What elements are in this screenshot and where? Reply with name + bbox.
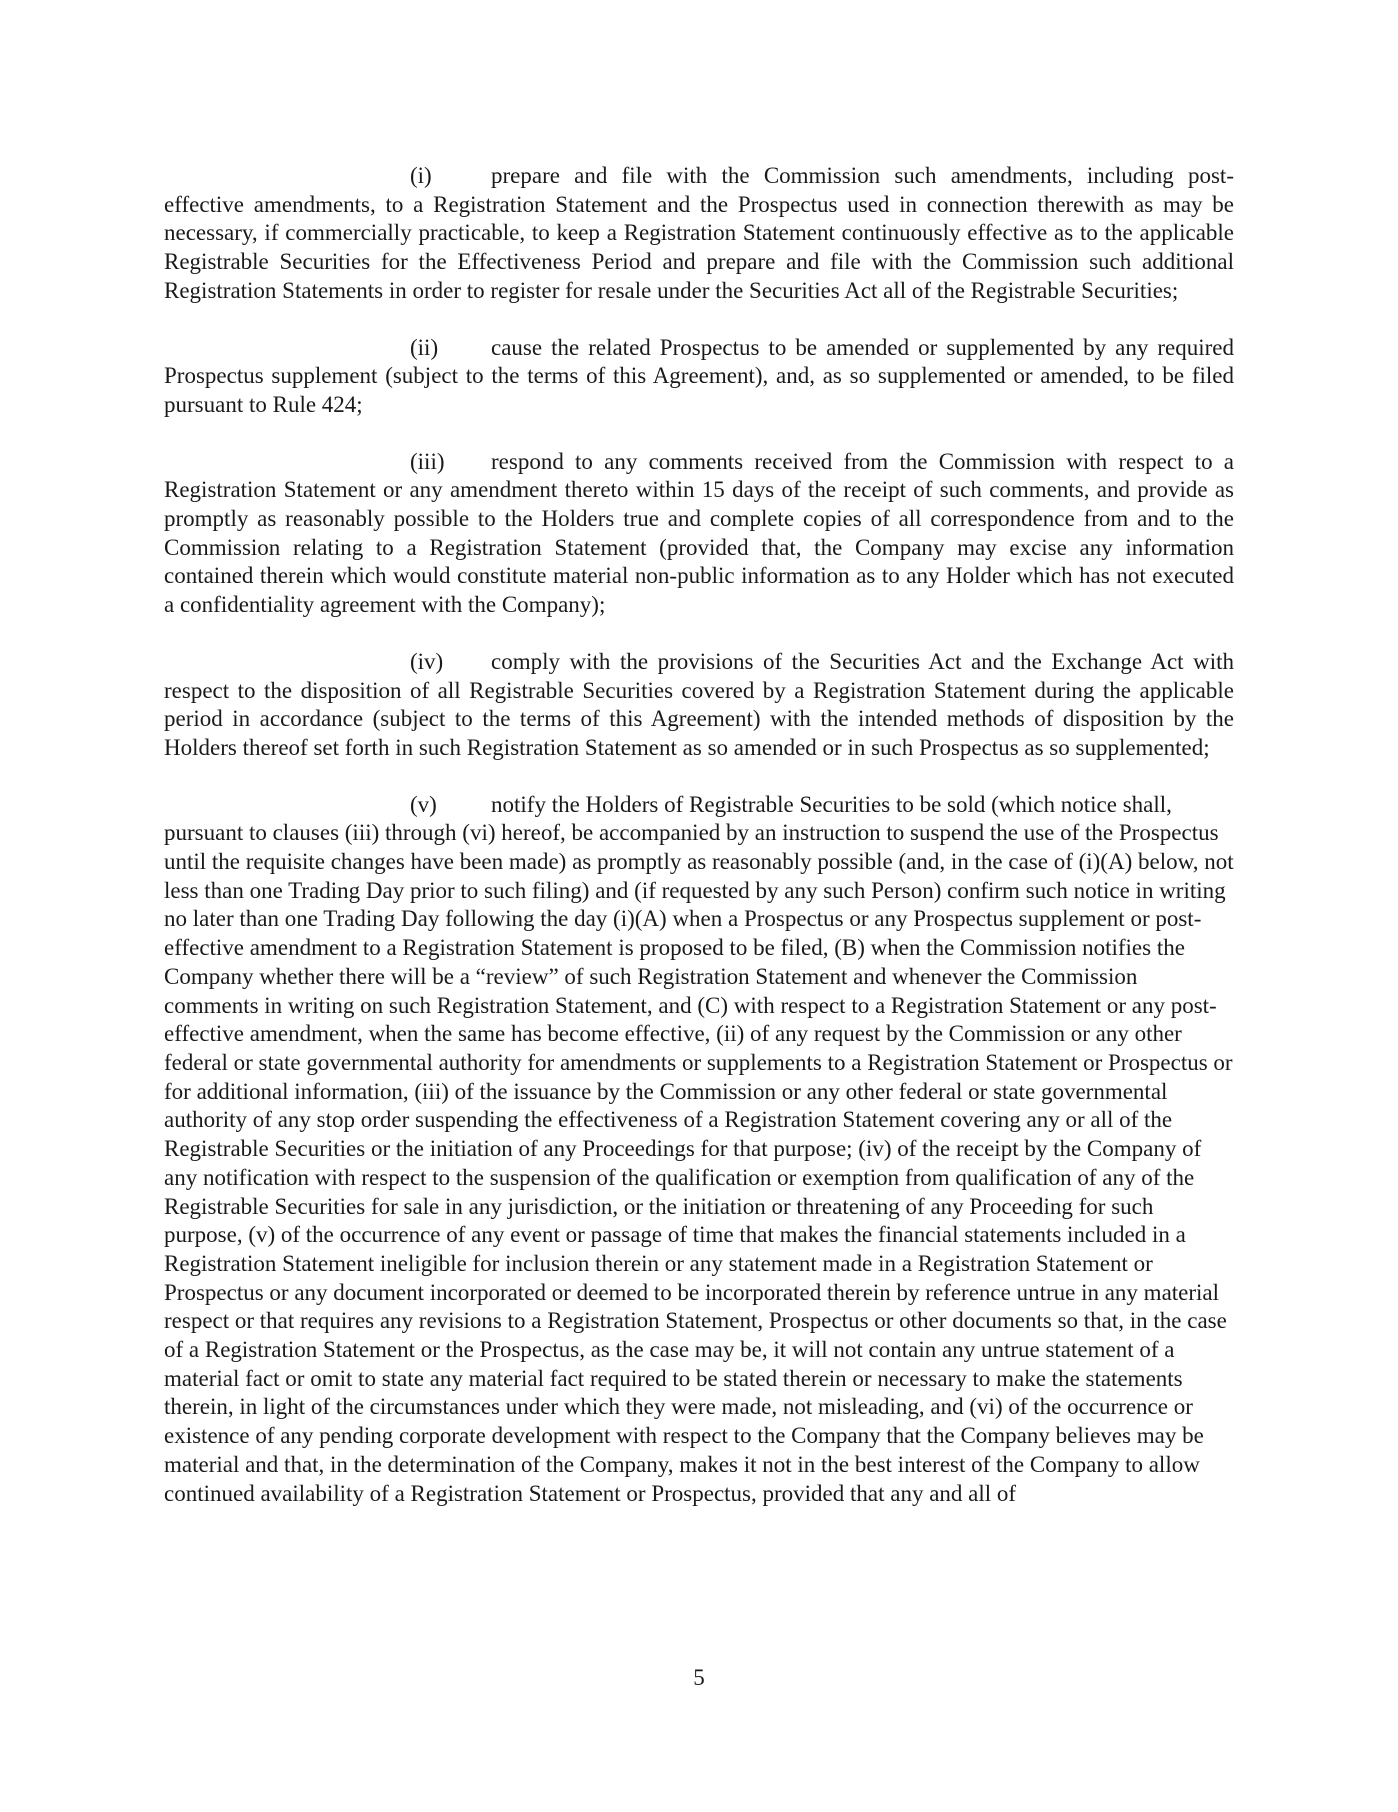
clause-number: (iv): [410, 648, 444, 674]
page-number: 5: [693, 1665, 705, 1690]
clause-text: prepare and file with the Commission such amendments, including post-effective amendments, to a Registration Statement and the Prospectus used in connection therewith as may be necessary, if commercially practicable, to keep a Registration Statement continuously effective as to the applicable Registrable Securities for the Effectiveness Period and prepare and file with the Commission such additional Registration Statements in order to register for resale under the Securities Act all of the Registrable Securities;: [164, 163, 1234, 303]
clause-v: [164, 791, 1234, 1509]
clause-text: cause the related Prospectus to be amended or supplemented by any required Prospectus supplement (subject to the terms of this Agreement), and, as so supplemented or amended, to be filed pursuant to Rule 424;: [164, 334, 1234, 417]
clause-text: comply with the provisions of the Securities Act and the Exchange Act with respect to the disposition of all Registrable Securities covered by a Registration Statement during the applicable period in accordance (subject to the terms of this Agreement) with the intended methods of disposition by the Holders thereof set forth in such Registration Statement as so amended or in such Prospectus as so supplemented;: [164, 648, 1234, 760]
clause-iv: [164, 648, 1234, 763]
clause-number: (ii): [410, 334, 439, 360]
clause-number: (v): [410, 791, 437, 817]
clause-text: respond to any comments received from the Commission with respect to a Registration Statement or any amendment thereto within 15 days of the receipt of such comments, and provide as promptly as reasonably possible to the Holders true and complete copies of all correspondence from and to the Commission relating to a Registration Statement (provided that, the Company may excise any information contained therein which would constitute material non-public information as to any Holder which has not executed a confidentiality agreement with the Company);: [164, 448, 1234, 618]
clause-i: [164, 162, 1234, 306]
clause-ii: [164, 334, 1234, 420]
clause-iii: [164, 448, 1234, 620]
clause-text: notify the Holders of Registrable Securities to be sold (which notice shall, pursuant to clauses (iii) through (vi) hereof, be accompanied by an instruction to suspend the use of the Prospectus until the requisite changes have been made) as promptly as reasonably possible (and, in the case of (i)(A) below, not less than one Trading Day prior to such filing) and (if requested by any such Person) confirm such notice in writing no later than one Trading Day following the day (i)(A) when a Prospectus or any Prospectus supplement or post-effective amendment to a Registration Statement is proposed to be filed, (B) when the Commission notifies the Company whether there will be a “review” of such Registration Statement and whenever the Commission comments in writing on such Registration Statement, and (C) with respect to a Registration Statement or any post-effective amendment, when the same has become effective, (ii) of any request by the Commission or any other federal or state governmental authority for amendments or supplements to a Registration Statement or Prospectus or for additional information, (iii) of the issuance by the Commission or any other federal or state governmental authority of any stop order suspending the effectiveness of a Registration Statement covering any or all of the Registrable Securities or the initiation of any Proceedings for that purpose; (iv) of the receipt by the Company of any notification with respect to the suspension of the qualification or exemption from qualification of any of the Registrable Securities for sale in any jurisdiction, or the initiation or threatening of any Proceeding for such purpose, (v) of the occurrence of any event or passage of time that makes the financial statements included in a Registration Statement ineligible for inclusion therein or any statement made in a Registration Statement or Prospectus or any document incorporated or deemed to be incorporated therein by reference untrue in any material respect or that requires any revisions to a Registration Statement, Prospectus or other documents so that, in the case of a Registration Statement or the Prospectus, as the case may be, it will not contain any untrue statement of a material fact or omit to state any material fact required to be stated therein or necessary to make the statements therein, in light of the circumstances under which they were made, not misleading, and (vi) of the occurrence or existence of any pending corporate development with respect to the Company that the Company believes may be material and that, in the determination of the Company, makes it not in the best interest of the Company to allow continued availability of a Registration Statement or Prospectus, provided that any and all of: [164, 791, 1234, 1506]
clause-number: (i): [410, 163, 432, 188]
document-body: [164, 162, 1234, 1536]
clause-number: (iii): [410, 448, 445, 474]
